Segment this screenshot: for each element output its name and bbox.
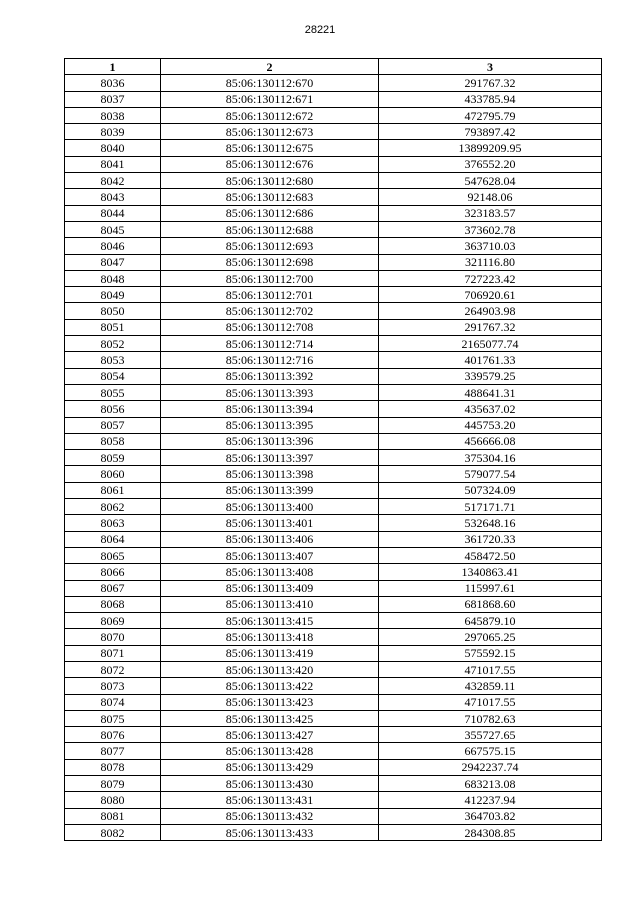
- table-row: [65, 678, 602, 694]
- value-cell: 264903.98: [379, 303, 602, 319]
- value-cell: 645879.10: [379, 613, 602, 629]
- table-row: [65, 384, 602, 400]
- table-row: [65, 450, 602, 466]
- value-cell: 13899209.95: [379, 140, 602, 156]
- cadastral-number-cell: 85:06:130112:698: [161, 254, 379, 270]
- value-cell: 445753.20: [379, 417, 602, 433]
- value-cell: 2165077.74: [379, 336, 602, 352]
- table-row: [65, 776, 602, 792]
- value-cell: 355727.65: [379, 727, 602, 743]
- cadastral-number-cell: 85:06:130112:675: [161, 140, 379, 156]
- table-row: [65, 156, 602, 172]
- row-number-cell: 8053: [65, 352, 161, 368]
- value-cell: 291767.32: [379, 319, 602, 335]
- value-cell: 321116.80: [379, 254, 602, 270]
- table-row: [65, 727, 602, 743]
- table-row: [65, 107, 602, 123]
- table-row: [65, 417, 602, 433]
- value-cell: 373602.78: [379, 221, 602, 237]
- cadastral-number-cell: 85:06:130113:422: [161, 678, 379, 694]
- row-number-cell: 8060: [65, 466, 161, 482]
- row-number-cell: 8049: [65, 287, 161, 303]
- value-cell: 364703.82: [379, 808, 602, 824]
- value-cell: 363710.03: [379, 238, 602, 254]
- column-header-value: 3: [379, 59, 602, 75]
- row-number-cell: 8079: [65, 776, 161, 792]
- table-row: [65, 613, 602, 629]
- table-row: [65, 319, 602, 335]
- row-number-cell: 8041: [65, 156, 161, 172]
- row-number-cell: 8039: [65, 124, 161, 140]
- cadastral-number-cell: 85:06:130113:418: [161, 629, 379, 645]
- column-header-number: 1: [65, 59, 161, 75]
- table-row: [65, 205, 602, 221]
- table-row: [65, 515, 602, 531]
- cadastral-number-cell: 85:06:130113:431: [161, 792, 379, 808]
- cadastral-number-cell: 85:06:130112:716: [161, 352, 379, 368]
- row-number-cell: 8069: [65, 613, 161, 629]
- row-number-cell: 8046: [65, 238, 161, 254]
- cadastral-number-cell: 85:06:130113:427: [161, 727, 379, 743]
- cadastral-number-cell: 85:06:130113:397: [161, 450, 379, 466]
- row-number-cell: 8050: [65, 303, 161, 319]
- cadastral-number-cell: 85:06:130112:673: [161, 124, 379, 140]
- table-header-row: [65, 59, 602, 75]
- cadastral-number-cell: 85:06:130112:708: [161, 319, 379, 335]
- page-number: 28221: [304, 24, 336, 36]
- value-cell: 297065.25: [379, 629, 602, 645]
- value-cell: 575592.15: [379, 645, 602, 661]
- value-cell: 323183.57: [379, 205, 602, 221]
- row-number-cell: 8037: [65, 91, 161, 107]
- cadastral-number-cell: 85:06:130113:428: [161, 743, 379, 759]
- row-number-cell: 8082: [65, 824, 161, 840]
- cadastral-number-cell: 85:06:130113:410: [161, 596, 379, 612]
- value-cell: 706920.61: [379, 287, 602, 303]
- table-row: [65, 352, 602, 368]
- value-cell: 472795.79: [379, 107, 602, 123]
- table-row: [65, 336, 602, 352]
- row-number-cell: 8044: [65, 205, 161, 221]
- table-row: [65, 792, 602, 808]
- cadastral-number-cell: 85:06:130113:406: [161, 531, 379, 547]
- cadastral-number-cell: 85:06:130112:676: [161, 156, 379, 172]
- table-row: [65, 808, 602, 824]
- row-number-cell: 8048: [65, 270, 161, 286]
- cadastral-number-cell: 85:06:130112:702: [161, 303, 379, 319]
- table-row: [65, 189, 602, 205]
- table-row: [65, 303, 602, 319]
- value-cell: 339579.25: [379, 368, 602, 384]
- row-number-cell: 8070: [65, 629, 161, 645]
- row-number-cell: 8074: [65, 694, 161, 710]
- value-cell: 488641.31: [379, 384, 602, 400]
- cadastral-number-cell: 85:06:130113:398: [161, 466, 379, 482]
- table-row: [65, 124, 602, 140]
- cadastral-value-table: [64, 58, 602, 841]
- row-number-cell: 8055: [65, 384, 161, 400]
- value-cell: 361720.33: [379, 531, 602, 547]
- cadastral-number-cell: 85:06:130112:671: [161, 91, 379, 107]
- table-row: [65, 710, 602, 726]
- row-number-cell: 8072: [65, 661, 161, 677]
- table-row: [65, 140, 602, 156]
- cadastral-number-cell: 85:06:130113:423: [161, 694, 379, 710]
- cadastral-number-cell: 85:06:130112:680: [161, 173, 379, 189]
- row-number-cell: 8061: [65, 482, 161, 498]
- table-row: [65, 466, 602, 482]
- cadastral-number-cell: 85:06:130113:425: [161, 710, 379, 726]
- table-row: [65, 694, 602, 710]
- row-number-cell: 8045: [65, 221, 161, 237]
- row-number-cell: 8052: [65, 336, 161, 352]
- table-row: [65, 433, 602, 449]
- cadastral-number-cell: 85:06:130113:433: [161, 824, 379, 840]
- value-cell: 291767.32: [379, 75, 602, 91]
- row-number-cell: 8080: [65, 792, 161, 808]
- cadastral-number-cell: 85:06:130113:392: [161, 368, 379, 384]
- cadastral-number-cell: 85:06:130112:672: [161, 107, 379, 123]
- cadastral-number-cell: 85:06:130113:429: [161, 759, 379, 775]
- table-row: [65, 401, 602, 417]
- cadastral-number-cell: 85:06:130112:670: [161, 75, 379, 91]
- cadastral-number-cell: 85:06:130113:395: [161, 417, 379, 433]
- value-cell: 458472.50: [379, 547, 602, 563]
- value-cell: 727223.42: [379, 270, 602, 286]
- cadastral-number-cell: 85:06:130113:420: [161, 661, 379, 677]
- row-number-cell: 8063: [65, 515, 161, 531]
- value-cell: 115997.61: [379, 580, 602, 596]
- cadastral-number-cell: 85:06:130112:693: [161, 238, 379, 254]
- cadastral-number-cell: 85:06:130113:415: [161, 613, 379, 629]
- cadastral-number-cell: 85:06:130113:419: [161, 645, 379, 661]
- value-cell: 375304.16: [379, 450, 602, 466]
- row-number-cell: 8057: [65, 417, 161, 433]
- table-row: [65, 759, 602, 775]
- value-cell: 579077.54: [379, 466, 602, 482]
- value-cell: 710782.63: [379, 710, 602, 726]
- row-number-cell: 8059: [65, 450, 161, 466]
- cadastral-number-cell: 85:06:130113:408: [161, 564, 379, 580]
- row-number-cell: 8073: [65, 678, 161, 694]
- table-row: [65, 629, 602, 645]
- table-row: [65, 645, 602, 661]
- cadastral-number-cell: 85:06:130112:688: [161, 221, 379, 237]
- cadastral-number-cell: 85:06:130113:407: [161, 547, 379, 563]
- value-cell: 547628.04: [379, 173, 602, 189]
- row-number-cell: 8038: [65, 107, 161, 123]
- value-cell: 401761.33: [379, 352, 602, 368]
- table-row: [65, 743, 602, 759]
- row-number-cell: 8071: [65, 645, 161, 661]
- value-cell: 667575.15: [379, 743, 602, 759]
- row-number-cell: 8054: [65, 368, 161, 384]
- value-cell: 1340863.41: [379, 564, 602, 580]
- cadastral-number-cell: 85:06:130113:400: [161, 499, 379, 515]
- cadastral-number-cell: 85:06:130112:686: [161, 205, 379, 221]
- table-row: [65, 596, 602, 612]
- cadastral-number-cell: 85:06:130113:401: [161, 515, 379, 531]
- row-number-cell: 8066: [65, 564, 161, 580]
- value-cell: 433785.94: [379, 91, 602, 107]
- value-cell: 2942237.74: [379, 759, 602, 775]
- cadastral-number-cell: 85:06:130112:683: [161, 189, 379, 205]
- value-cell: 435637.02: [379, 401, 602, 417]
- row-number-cell: 8065: [65, 547, 161, 563]
- table-row: [65, 91, 602, 107]
- value-cell: 284308.85: [379, 824, 602, 840]
- cadastral-number-cell: 85:06:130113:393: [161, 384, 379, 400]
- table-body: [65, 75, 602, 841]
- value-cell: 681868.60: [379, 596, 602, 612]
- value-cell: 793897.42: [379, 124, 602, 140]
- row-number-cell: 8036: [65, 75, 161, 91]
- table-row: [65, 368, 602, 384]
- table-row: [65, 287, 602, 303]
- value-cell: 471017.55: [379, 694, 602, 710]
- cadastral-number-cell: 85:06:130112:701: [161, 287, 379, 303]
- row-number-cell: 8081: [65, 808, 161, 824]
- value-cell: 517171.71: [379, 499, 602, 515]
- value-cell: 507324.09: [379, 482, 602, 498]
- row-number-cell: 8064: [65, 531, 161, 547]
- row-number-cell: 8075: [65, 710, 161, 726]
- table-row: [65, 661, 602, 677]
- value-cell: 412237.94: [379, 792, 602, 808]
- cadastral-number-cell: 85:06:130113:409: [161, 580, 379, 596]
- cadastral-number-cell: 85:06:130113:396: [161, 433, 379, 449]
- value-cell: 432859.11: [379, 678, 602, 694]
- cadastral-number-cell: 85:06:130112:700: [161, 270, 379, 286]
- table-row: [65, 499, 602, 515]
- cadastral-number-cell: 85:06:130112:714: [161, 336, 379, 352]
- row-number-cell: 8043: [65, 189, 161, 205]
- row-number-cell: 8077: [65, 743, 161, 759]
- value-cell: 471017.55: [379, 661, 602, 677]
- table-row: [65, 238, 602, 254]
- row-number-cell: 8067: [65, 580, 161, 596]
- table-row: [65, 547, 602, 563]
- value-cell: 92148.06: [379, 189, 602, 205]
- row-number-cell: 8040: [65, 140, 161, 156]
- row-number-cell: 8078: [65, 759, 161, 775]
- table-row: [65, 173, 602, 189]
- cadastral-number-cell: 85:06:130113:394: [161, 401, 379, 417]
- table-row: [65, 482, 602, 498]
- table-row: [65, 254, 602, 270]
- table-row: [65, 221, 602, 237]
- row-number-cell: 8051: [65, 319, 161, 335]
- value-cell: 376552.20: [379, 156, 602, 172]
- table-row: [65, 270, 602, 286]
- row-number-cell: 8047: [65, 254, 161, 270]
- row-number-cell: 8076: [65, 727, 161, 743]
- table-row: [65, 75, 602, 91]
- table-row: [65, 531, 602, 547]
- value-cell: 456666.08: [379, 433, 602, 449]
- row-number-cell: 8056: [65, 401, 161, 417]
- value-cell: 683213.08: [379, 776, 602, 792]
- cadastral-number-cell: 85:06:130113:432: [161, 808, 379, 824]
- row-number-cell: 8068: [65, 596, 161, 612]
- value-cell: 532648.16: [379, 515, 602, 531]
- column-header-cadastral-number: 2: [161, 59, 379, 75]
- table-row: [65, 580, 602, 596]
- row-number-cell: 8042: [65, 173, 161, 189]
- table-row: [65, 564, 602, 580]
- row-number-cell: 8062: [65, 499, 161, 515]
- row-number-cell: 8058: [65, 433, 161, 449]
- cadastral-number-cell: 85:06:130113:399: [161, 482, 379, 498]
- table-row: [65, 824, 602, 840]
- cadastral-number-cell: 85:06:130113:430: [161, 776, 379, 792]
